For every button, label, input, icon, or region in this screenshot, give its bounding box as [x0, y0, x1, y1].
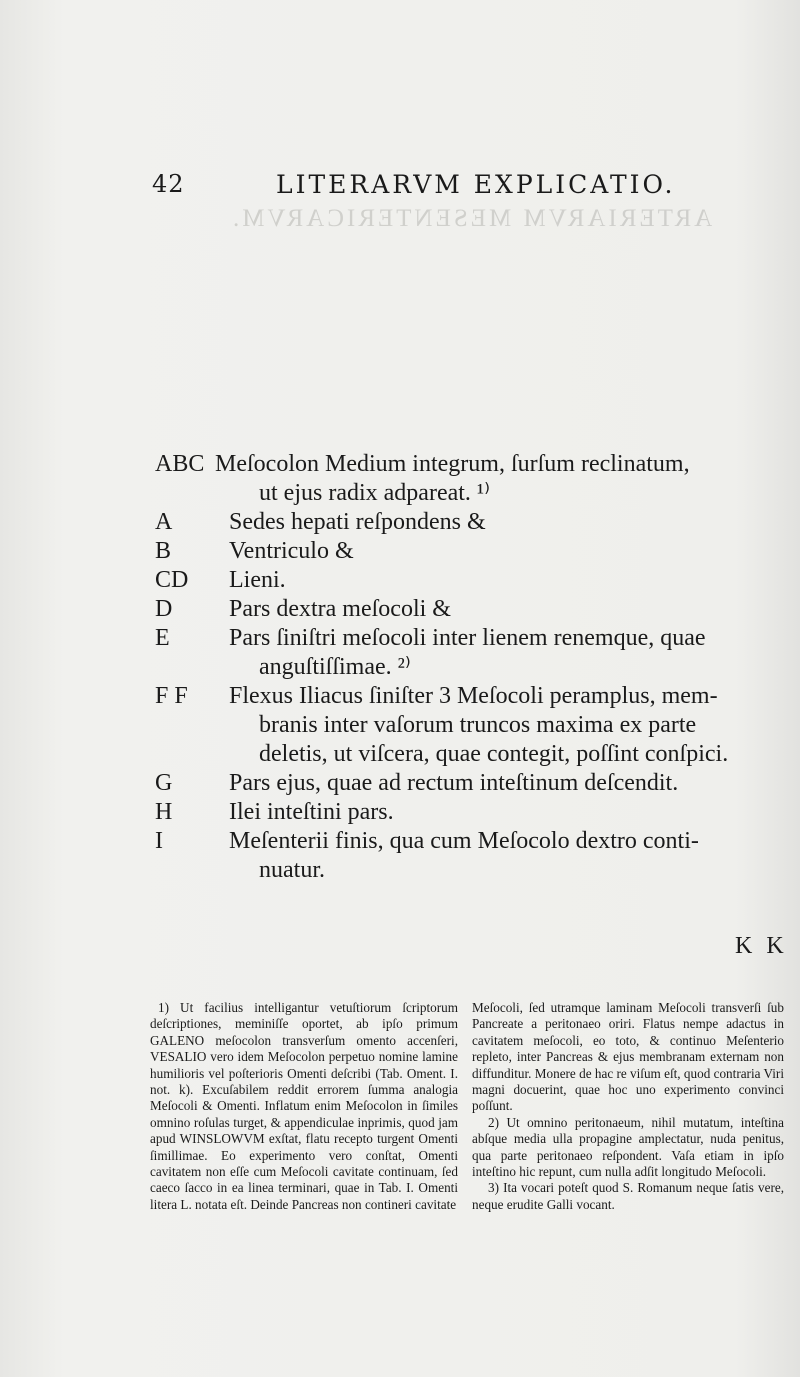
legend-text: Ilei inteſtini pars.: [229, 799, 394, 825]
footnotes-right-column: [472, 1000, 784, 1213]
legend-letter: CD: [155, 567, 189, 593]
footnote-paragraph: 2) Ut omnino peritonaeum, nihil mutatum, inteſtina abſque media ulla propagine amplectatur, nuda penitus, qua parte peritonaeo reſpondent. Vaſa etiam in ipſo inteſtino hic repunt, cum nulla adſit longitudo Meſocoli.: [472, 1114, 784, 1180]
legend-text-continuation: branis inter vaſorum truncos maxima ex parte: [259, 712, 697, 738]
footnotes-left-column: [150, 1000, 458, 1213]
legend-text: Pars ſiniſtri meſocoli inter lienem renemque, quae: [229, 625, 706, 651]
legend-entry: [155, 508, 795, 537]
page-header: [150, 166, 710, 206]
running-title: LITERARVM EXPLICATIO.: [276, 170, 676, 199]
legend-text: Sedes hepati reſpondens &: [229, 509, 486, 535]
show-through-title: ARTERIARVM MESENTERICARVM.: [230, 205, 713, 232]
legend-entry: [155, 769, 795, 798]
legend-text: Ventriculo &: [229, 538, 354, 564]
legend-letter: I: [155, 828, 163, 854]
legend-entry: [155, 566, 795, 595]
legend-text: Pars dextra meſocoli &: [229, 596, 451, 622]
legend-text-continuation: ut ejus radix adpareat. ¹⁾: [259, 480, 490, 506]
catchword: K K: [735, 933, 788, 959]
legend-letter: F F: [155, 683, 188, 709]
legend-letter: B: [155, 538, 172, 564]
footnote-paragraph: 3) Ita vocari poteſt quod S. Romanum neque ſatis vere, neque erudite Galli vocant.: [472, 1180, 784, 1212]
legend-text-continuation: deletis, ut viſcera, quae contegit, poſſint conſpici.: [259, 741, 729, 767]
legend-entry: [155, 682, 795, 769]
legend-text: Pars ejus, quae ad rectum inteſtinum deſcendit.: [229, 770, 679, 796]
legend-text: Meſenterii finis, qua cum Meſocolo dextro conti-: [229, 828, 699, 854]
page-number: 42: [152, 170, 185, 198]
letter-legend: [155, 450, 795, 885]
legend-letter: G: [155, 770, 173, 796]
legend-entry: [155, 595, 795, 624]
footnote-paragraph: Meſocoli, ſed utramque laminam Meſocoli transverſi ſub Pancreate a peritonaeo oriri. Flatus nempe adactus in cavitatem meſocoli, eo toto, & continuo Meſenterio repleto, inter Pancreas & ejus membranam externam non diffunditur. Monere de hac re viſum eſt, quod contraria Viri magni docuerint, quae hoc uno experimento convinci poſſunt.: [472, 1000, 784, 1114]
legend-entry: [155, 827, 795, 885]
legend-text: Lieni.: [229, 567, 286, 593]
legend-text: Meſocolon Medium integrum, ſurſum reclinatum,: [215, 451, 690, 477]
legend-entry: [155, 798, 795, 827]
legend-text-continuation: nuatur.: [259, 857, 325, 883]
footnote-paragraph: 1) Ut facilius intelligantur vetuſtiorum ſcriptorum deſcriptiones, meminiſſe oportet, ab ipſo primum GALENO meſocolon transverſum omento accenſeri, VESALIO vero idem Meſocolon perpetuo nomine lamine humilioris vel poſterioris Omenti deſcribi (Tab. Oment. I. not. k). Excuſabilem reddit errorem ſumma analogia Meſocoli & Omenti. Inflatum enim Meſocolon in ſimiles omnino roſulas turget, & appendiculae inprimis, quod jam apud WINSLOWVM exſtat, flatu recepto turgent Omenti ſimillimae. Eo experimento vero conſtat, Omenti cavitatem non eſſe cum Meſocoli cavitate continuam, ſed caeco ſacco in ea linea terminari, quae in Tab. I. Omenti litera L. notata eſt. Deinde Pancreas non contineri cavitate: [150, 1000, 458, 1212]
legend-entry: [155, 624, 795, 682]
legend-entry: [155, 537, 795, 566]
legend-letter: D: [155, 596, 173, 622]
legend-entry: [155, 450, 795, 508]
legend-letter: A: [155, 509, 173, 535]
legend-letter: E: [155, 625, 170, 651]
legend-text-continuation: anguſtiſſimae. ²⁾: [259, 654, 411, 680]
legend-text: Flexus Iliacus ſiniſter 3 Meſocoli peramplus, mem-: [229, 683, 718, 709]
legend-letter: H: [155, 799, 173, 825]
legend-letter: ABC: [155, 451, 205, 477]
